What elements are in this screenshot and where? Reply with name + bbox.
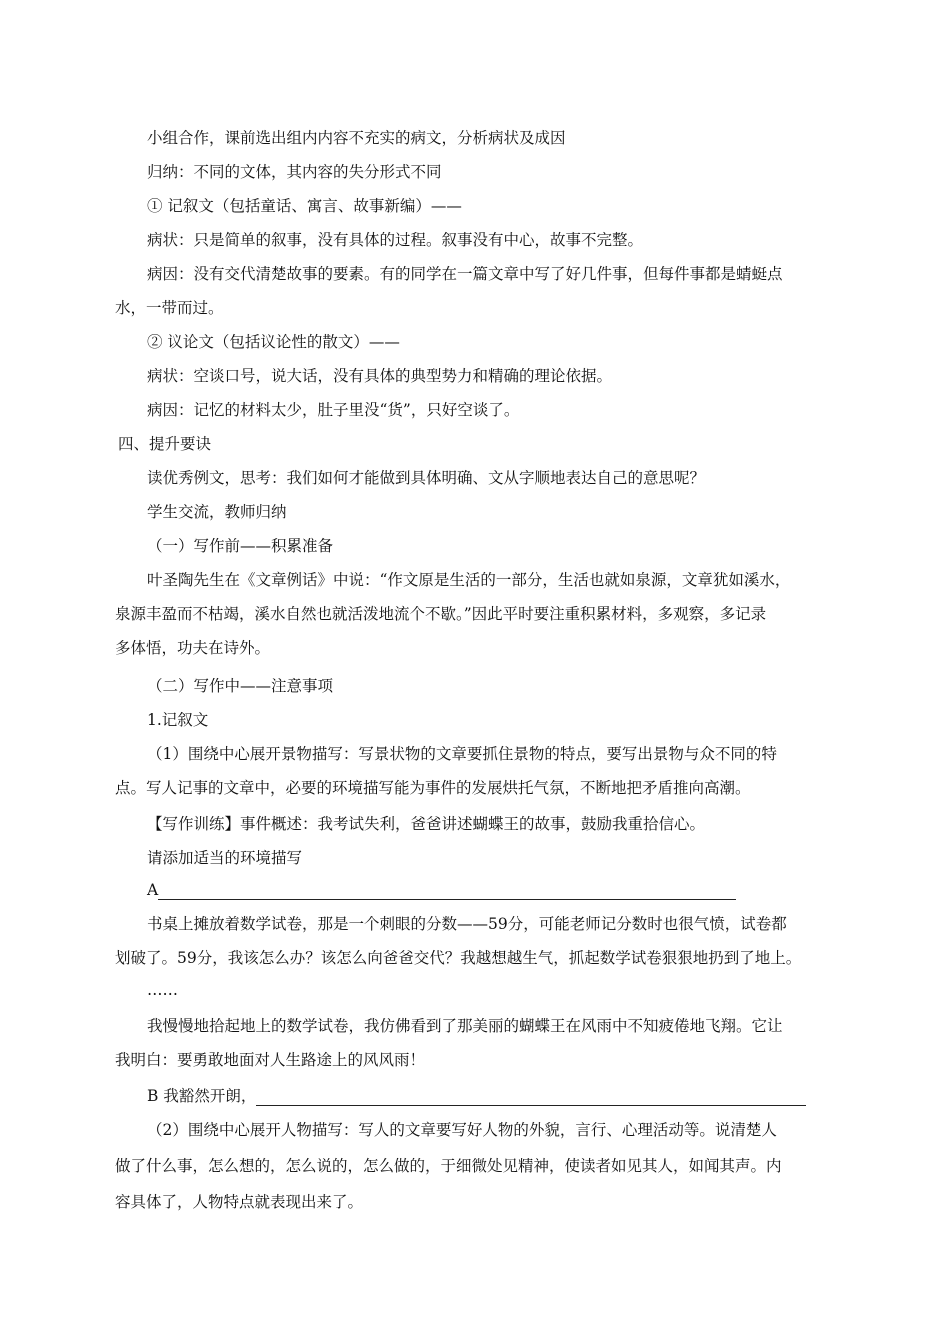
- text-line: 小组合作，课前选出组内内容不充实的病文，分析病状及成因: [147, 129, 566, 147]
- text-line: ……: [147, 981, 178, 999]
- text-line: 泉源丰盈而不枯竭，溪水自然也就活泼地流个不歇。”因此平时要注重积累材料，多观察，多记录: [115, 605, 767, 623]
- text-line: 读优秀例文，思考：我们如何才能做到具体明确、文从字顺地表达自己的意思呢？: [147, 469, 706, 487]
- text-line: 请添加适当的环境描写: [147, 849, 303, 867]
- section-heading: 四、提升要诀: [118, 435, 212, 453]
- text-line: 水，一带而过。: [115, 299, 224, 317]
- text-line: 病因：记忆的材料太少，肚子里没“货”，只好空谈了。: [147, 401, 520, 419]
- subsection-heading: （一）写作前——积累准备: [147, 537, 334, 555]
- subsection-heading: （二）写作中——注意事项: [147, 677, 334, 695]
- text-line: 病状：空谈口号，说大话，没有具体的典型势力和精确的理论依据。: [147, 367, 613, 385]
- answer-label: B 我豁然开朗，: [147, 1087, 257, 1105]
- answer-label: A: [147, 881, 159, 899]
- text-line: ② 议论文（包括议论性的散文）——: [147, 333, 400, 351]
- text-line: 容具体了，人物特点就表现出来了。: [115, 1193, 364, 1211]
- text-line: 学生交流，教师归纳: [147, 503, 287, 521]
- text-line: 【写作训练】事件概述：我考试失利，爸爸讲述蝴蝶王的故事，鼓励我重拾信心。: [147, 815, 706, 833]
- text-line: 1.记叙文: [147, 711, 209, 729]
- text-line: 病状：只是简单的叙事，没有具体的过程。叙事没有中心，故事不完整。: [147, 231, 644, 249]
- text-line: 点。写人记事的文章中，必要的环境描写能为事件的发展烘托气氛，不断地把矛盾推向高潮。: [115, 779, 751, 797]
- text-line: 做了什么事，怎么想的，怎么说的，怎么做的，于细微处见精神，使读者如见其人，如闻其声。内: [115, 1157, 782, 1175]
- text-line: ① 记叙文（包括童话、寓言、故事新编）——: [147, 197, 462, 215]
- text-line: 我明白：要勇敢地面对人生路途上的风风雨！: [115, 1051, 426, 1069]
- text-line: （1）围绕中心展开景物描写：写景状物的文章要抓住景物的特点，要写出景物与众不同的特: [147, 745, 777, 763]
- answer-line-b: [147, 1086, 806, 1106]
- text-line: 叶圣陶先生在《文章例话》中说：“作文原是生活的一部分，生活也就如泉源，文章犹如溪水，: [147, 571, 791, 589]
- text-line: 多体悟，功夫在诗外。: [115, 639, 271, 657]
- blank-line[interactable]: [256, 1089, 806, 1106]
- blank-line[interactable]: [158, 883, 736, 900]
- text-line: （2）围绕中心展开人物描写：写人的文章要写好人物的外貌，言行、心理活动等。说清楚人: [147, 1121, 777, 1139]
- text-line: 归纳：不同的文体，其内容的失分形式不同: [147, 163, 442, 181]
- text-line: 我慢慢地拾起地上的数学试卷，我仿佛看到了那美丽的蝴蝶王在风雨中不知疲倦地飞翔。它让: [147, 1017, 783, 1035]
- text-line: 书桌上摊放着数学试卷，那是一个刺眼的分数——59分，可能老师记分数时也很气愤，试卷都: [147, 915, 787, 933]
- text-line: 划破了。59分，我该怎么办？该怎么向爸爸交代？我越想越生气，抓起数学试卷狠狠地扔到了地上。: [115, 949, 802, 967]
- text-line: 病因：没有交代清楚故事的要素。有的同学在一篇文章中写了好几件事，但每件事都是蜻蜓点: [147, 265, 783, 283]
- answer-line-a: [147, 880, 736, 900]
